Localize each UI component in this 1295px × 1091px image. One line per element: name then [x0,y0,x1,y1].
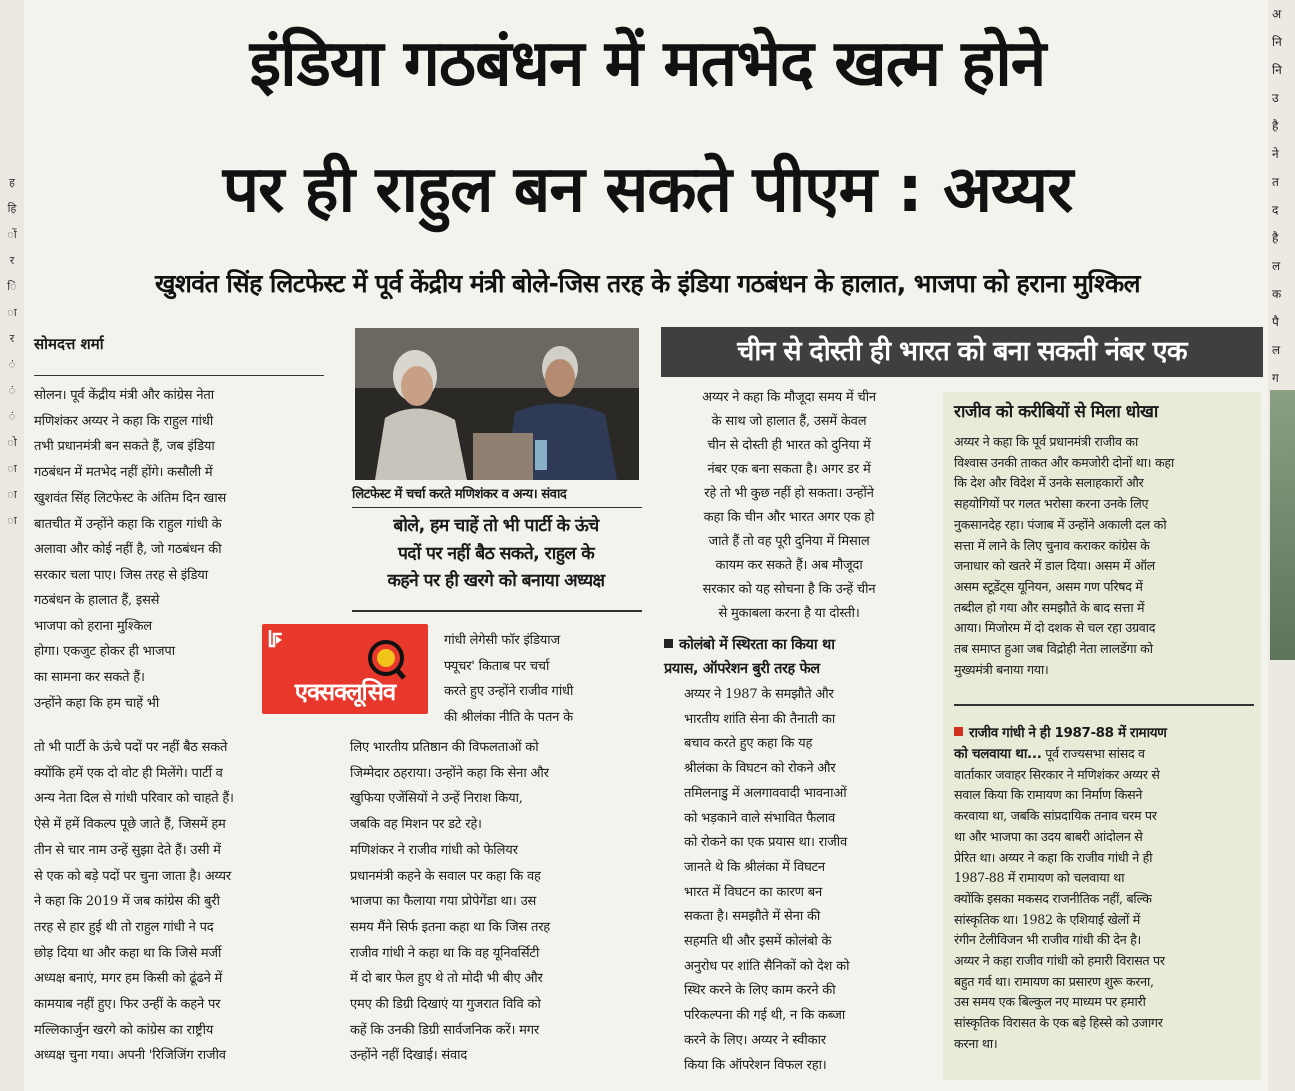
article-line: कामयाब नहीं हुए। फिर उन्हीं के कहने पर [34,997,221,1013]
exclusive-label: एक्सक्लूसिव [294,678,396,706]
adjacent-photo [1270,390,1295,660]
adjacent-right-fragment: नि [1272,35,1282,49]
article-line: ऐसे में हमें विकल्प पूछे जाते हैं, जिसमें हम [34,817,226,833]
sidebar-line: आया। मिजोरम में दो दशक से चल रहा उग्रवाद [954,620,1156,636]
pull-quote-line-3: कहने पर ही खरगे को बनाया अध्यक्ष [387,571,605,591]
colombo-head-line-2: प्रयास, ऑपरेशन बुरी तरह फेल [664,661,820,677]
adjacent-right-fragment: क [1272,287,1282,301]
sidebar-line: सत्ता में लाने के लिए चुनाव कराकर कांग्रेस के [954,537,1150,553]
sidebar-line: अय्यर ने कहा कि पूर्व प्रधानमंत्री राजीव का [954,434,1138,449]
adjacent-left-fragment: ह [9,176,15,189]
column-2-narrow [444,628,638,731]
article-line: फ्यूचर' किताब पर चर्चा [444,658,550,674]
article-line: जबकि वह मिशन पर डटे रहे। [350,817,482,833]
article-line: से एक को बड़े पदों पर चुना जाता है। अय्यर [34,868,231,884]
sidebar-line: वार्ताकार जवाहर सिरकार ने मणिशंकर अय्यर से [954,766,1160,782]
article-line: चीन से दोस्ती ही भारत को दुनिया में [707,438,871,453]
sidebar-line: सांस्कृतिक था। 1982 के एशियाई खेलों में [954,911,1140,927]
article-line: गठबंधन में मतभेद नहीं होंगे। कसौली में [34,465,213,481]
article-line: जाते हैं तो वह पूरी दुनिया में मिसाल [708,534,870,549]
article-line: छोड़ दिया था और कहा था कि जिसे मर्जी [34,945,222,961]
article-line: मणिशंकर ने राजीव गांधी को फेलियर [350,842,518,858]
colombo-head-line-1: कोलंबो में स्थिरता का किया था [679,637,835,653]
adjacent-right-fragment: त [1272,175,1279,189]
article-line: सहमति थी और इसमें कोलंबो के [684,934,832,950]
article-line: बातचीत में उन्होंने कहा कि राहुल गांधी के [34,516,222,532]
article-line: के साथ जो हालात हैं, उसमें केवल [711,414,867,429]
sidebar-line: था और भाजपा का उदय बाबरी आंदोलन से [954,828,1143,844]
article-line: खुशवंत सिंह लिटफेस्ट के अंतिम दिन खास [34,490,227,506]
adjacent-column-left [0,0,24,1091]
pull-quote-line-2: पदों पर नहीं बैठ सकते, राहुल के [397,543,595,564]
article-line: मल्लिकार्जुन खरगे को कांग्रेस का राष्ट्रीय [34,1022,214,1038]
column-1-top [34,383,324,589]
article-line: गांधी लेगेसी फॉर इंडियाज [444,633,560,648]
article-line: में दो बार फेल हुए थे तो मोदी भी बीए और [350,971,543,987]
article-line: का सामना कर सकते हैं। [34,670,145,686]
article-line: क्योंकि हमें एक दो वोट ही मिलेंगे। पार्टी व [34,765,223,781]
article-line: भाजपा को हराना मुश्किल [34,618,152,634]
article-line: ने कहा कि 2019 में जब कांग्रेस की बुरी [34,894,220,910]
ramayan-head-line-2: को चलवाया था... [954,746,1042,762]
sidebar-line: अय्यर ने कहा राजीव गांधी को हमारी विरासत पर [954,953,1165,969]
sidebar-line: असम स्टूडेंट्स यूनियन, असम गण परिषद में [954,578,1143,594]
adjacent-right-fragment: ल [1272,343,1281,357]
article-line: अन्य नेता दिल से गांधी परिवार को चाहते हैं। [34,791,234,807]
article-line: करने के लिए। अय्यर ने स्वीकार [684,1032,826,1048]
adjacent-left-fragment: ं [8,410,16,423]
sidebar-text-top [954,432,1254,680]
article-line: किया कि ऑपरेशन विफल रहा। [684,1057,827,1073]
article-line: मणिशंकर अय्यर ने कहा कि राहुल गांधी [34,413,213,429]
adjacent-left-fragment: ि [7,280,17,293]
article-line: सोलन। पूर्व केंद्रीय मंत्री और कांग्रेस नेता [34,388,214,403]
article-line: अनुरोध पर शांति सैनिकों को देश को [684,958,850,974]
adjacent-right-fragment: ल [1272,259,1281,273]
article-line: समय मैंने सिर्फ इतना कहा था कि जिस तरह [350,919,551,935]
article-line: लिए भारतीय प्रतिष्ठान की विफलताओं को [350,740,539,755]
byline: सोमदत्त शर्मा [34,335,104,353]
article-line: उन्होंने नहीं दिखाई। संवाद [350,1048,468,1064]
article-line: खुफिया एजेंसियों ने उन्हें निराश किया, [350,791,523,807]
headline-line-2: पर ही राहुल बन सकते पीएम : अय्यर [222,153,1073,227]
adjacent-left-fragment: हि [7,202,17,215]
article-line: करते हुए उन्होंने राजीव गांधी [444,684,574,700]
sidebar-line: करवाया था, जबकि सांप्रदायिक तनाव चरम पर [954,808,1157,824]
article-line: बचाव करते हुए कहा कि यह [684,736,813,752]
article-line: अलावा और कोई नहीं है, जो गठबंधन की [34,542,222,558]
article-line: नंबर एक बना सकता है। अगर डर में [707,462,871,477]
article-line: को रोकने का एक प्रयास था। राजीव [684,835,847,851]
column-3-top [664,386,914,626]
article-line: श्रीलंका के विघटन को रोकने और [684,761,836,777]
exclusive-badge [262,624,428,714]
adjacent-right-fragment: पै [1272,315,1279,329]
article-line: स्थिर करने के लिए काम करने की [684,983,836,999]
sidebar-divider [954,704,1254,706]
adjacent-right-fragment: है [1272,231,1279,245]
adjacent-left-fragment: ों [7,228,17,241]
pull-quote [350,513,642,596]
article-line: रहे तो भी कुछ नहीं हो सकता। उन्होंने [704,486,874,501]
adjacent-right-fragment: ग [1272,371,1279,385]
ramayan-bullet-icon [954,727,963,736]
article-line: की श्रीलंका नीति के पतन के [444,710,573,726]
ramayan-first-line: पूर्व राज्यसभा सांसद व [1045,746,1145,761]
article-line: को भड़काने वाले संभावित फैलाव [684,810,836,826]
adjacent-left-fragment: ा [7,488,17,501]
sidebar-line: 1987-88 में रामायण को चलवाया था [954,870,1125,886]
adjacent-right-fragment: द [1272,203,1279,217]
adjacent-left-fragment: र [9,254,15,267]
section-bullet-icon [664,639,673,648]
article-line: सरकार चला पाए। जिस तरह से इंडिया [34,567,208,583]
subheadline: खुशवंत सिंह लिटफेस्ट में पूर्व केंद्रीय मंत्री बोले-जिस तरह के इंडिया गठबंधन के हालात, भाजपा को हराना मुश्किल [155,269,1140,298]
article-line: होगा। एकजुट होकर ही भाजपा [34,644,175,660]
sidebar-line: बहुत गर्व था। रामायण का प्रसारण शुरू करना, [954,973,1154,989]
article-line: भारत में विघटन का कारण बन [684,884,822,900]
sidebar-line: सवाल किया कि रामायण का निर्माण किसने [954,787,1143,803]
article-line: अध्यक्ष बनाएं, मगर हम किसी को ढूंढने में [34,971,223,987]
adjacent-left-fragment: ा [7,514,17,527]
headline-line-1: इंडिया गठबंधन में मतभेद खत्म होने [249,27,1046,101]
article-line: गठबंधन के हालात हैं, इससे [34,593,160,608]
article-line: राजीव गांधी ने कहा था कि वह यूनिवर्सिटी [350,945,540,961]
adjacent-left-fragment: ा [7,306,17,319]
sidebar-line: करना था। [954,1035,998,1051]
sidebar-line: कि देश और विदेश में उनके सलाहकारों और [954,475,1144,491]
article-line: परिकल्पना की गई थी, न कि कब्जा [684,1008,846,1024]
article-line: तमिलनाडु में अलगाववादी भावनाओं [684,785,847,801]
adjacent-left-fragment: ं [8,384,16,397]
event-photo [355,328,639,480]
sidebar-title: राजीव को करीबियों से मिला धोखा [954,402,1158,422]
column-1-narrow [34,588,244,717]
sidebar-line: उस समय एक बिल्कुल नए माध्यम पर हमारी [954,994,1146,1010]
article-line: तीन से चार नाम उन्हें सुझा देते हैं। उसी में [34,842,221,858]
photo-caption: लिटफेस्ट में चर्चा करते मणिशंकर व अन्य। संवाद [352,487,567,502]
adjacent-right-fragment: अ [1272,7,1282,21]
sidebar-line: नुकसानदेह रहा। पंजाब में उन्होंने अकाली दल को [954,516,1167,532]
pull-quote-rule [352,610,642,612]
article-line: सरकार को यह सोचना है कि उन्हें चीन [702,582,876,597]
article-line: प्रधानमंत्री कहने के सवाल पर कहा कि वह [350,868,541,884]
article-line: तो भी पार्टी के ऊंचे पदों पर नहीं बैठ सकते [34,740,228,755]
adjacent-right-fragment: नि [1272,63,1282,77]
adjacent-right-fragment: उ [1272,91,1279,105]
column-3-bottom [684,683,914,1078]
sidebar-line: मुख्यमंत्री बनाया गया। [954,661,1049,677]
adjacent-left-fragment: ं [8,358,16,371]
adjacent-right-fragment: ने [1272,147,1279,161]
sidebar-line: सांस्कृतिक विरासत के एक बड़े हिस्से को उजागर [954,1015,1163,1031]
colombo-section-head [664,633,914,681]
article-line: उन्होंने कहा कि हम चाहें भी [34,695,160,711]
article-line: तभी प्रधानमंत्री बन सकते हैं, जब इंडिया [34,439,215,455]
article-line: कायम कर सकते हैं। अब मौजूदा [715,558,863,573]
pull-quote-line-1: बोले, हम चाहें तो भी पार्टी के ऊंचे [393,516,599,536]
sidebar-line: जनाधार को खतरे में डाल दिया। असम में ऑल [954,558,1155,574]
caption-rule [352,507,642,508]
adjacent-left-fragment: ा [7,462,17,475]
column-1-bottom [34,735,324,1069]
ramayan-section [954,723,1254,1055]
event-photo-illustration [355,328,639,480]
article-line: जिम्मेदार ठहराया। उन्होंने कहा कि सेना और [350,765,549,781]
sidebar-line: रंगीन टेलीविजन भी राजीव गांधी की देन है। [954,932,1142,948]
article-line: अय्यर ने कहा कि मौजूदा समय में चीन [702,390,876,405]
article-line: एमए की डिग्री दिखाएं या गुजरात विवि को [350,997,541,1013]
article-line: सकता है। समझौते में सेना की [684,909,821,925]
article-line: भारतीय शांति सेना की तैनाती का [684,711,836,727]
article-line: से मुकाबला करना है या दोस्ती। [718,606,860,621]
sidebar-line: विश्वास उनकी ताकत और कमजोरी दोनों था। कहा [954,454,1174,470]
sidebar-text-bottom [954,765,1254,1055]
adjacent-left-fragment: ो [7,436,17,449]
sidebar-line: प्रेरित था। अय्यर ने कहा कि राजीव गांधी ने ही [954,849,1153,865]
byline-rule [34,375,324,376]
column-2-full [350,735,638,1069]
china-banner: चीन से दोस्ती ही भारत को बना सकती नंबर एक [661,327,1263,377]
article-line: जानते थे कि श्रीलंका में विघटन [684,859,825,875]
sidebar-line: तब्दील हो गया और समझौते के बाद सत्ता में [954,599,1145,615]
adjacent-left-fragment: र [9,332,15,345]
adjacent-right-fragment: है [1272,119,1279,133]
article-line: तरह से हार हुई थी तो राहुल गांधी ने पद [34,919,214,935]
article-line: अय्यर ने 1987 के समझौते और [684,687,834,702]
article-line: अध्यक्ष चुना गया। अपनी 'रिजिजिंग राजीव [34,1048,226,1064]
article-line: कहा कि चीन और भारत अगर एक हो [703,510,875,525]
article-line: भाजपा का फैलाया गया प्रोपेगेंडा था। उस [350,894,537,910]
sidebar-line: सहयोगियों पर गलत भरोसा करना उनके लिए [954,496,1149,512]
sidebar-line: तब समाप्त हुआ जब विद्रोही नेता लालडेंगा को [954,641,1153,657]
ramayan-head-line-1: राजीव गांधी ने ही 1987-88 में रामायण [969,725,1167,741]
article-line: कहें कि उनकी डिग्री सार्वजनिक करें। मगर [350,1022,539,1038]
sidebar-line: क्योंकि इसका मकसद राजनीतिक नहीं, बल्कि [954,890,1152,906]
